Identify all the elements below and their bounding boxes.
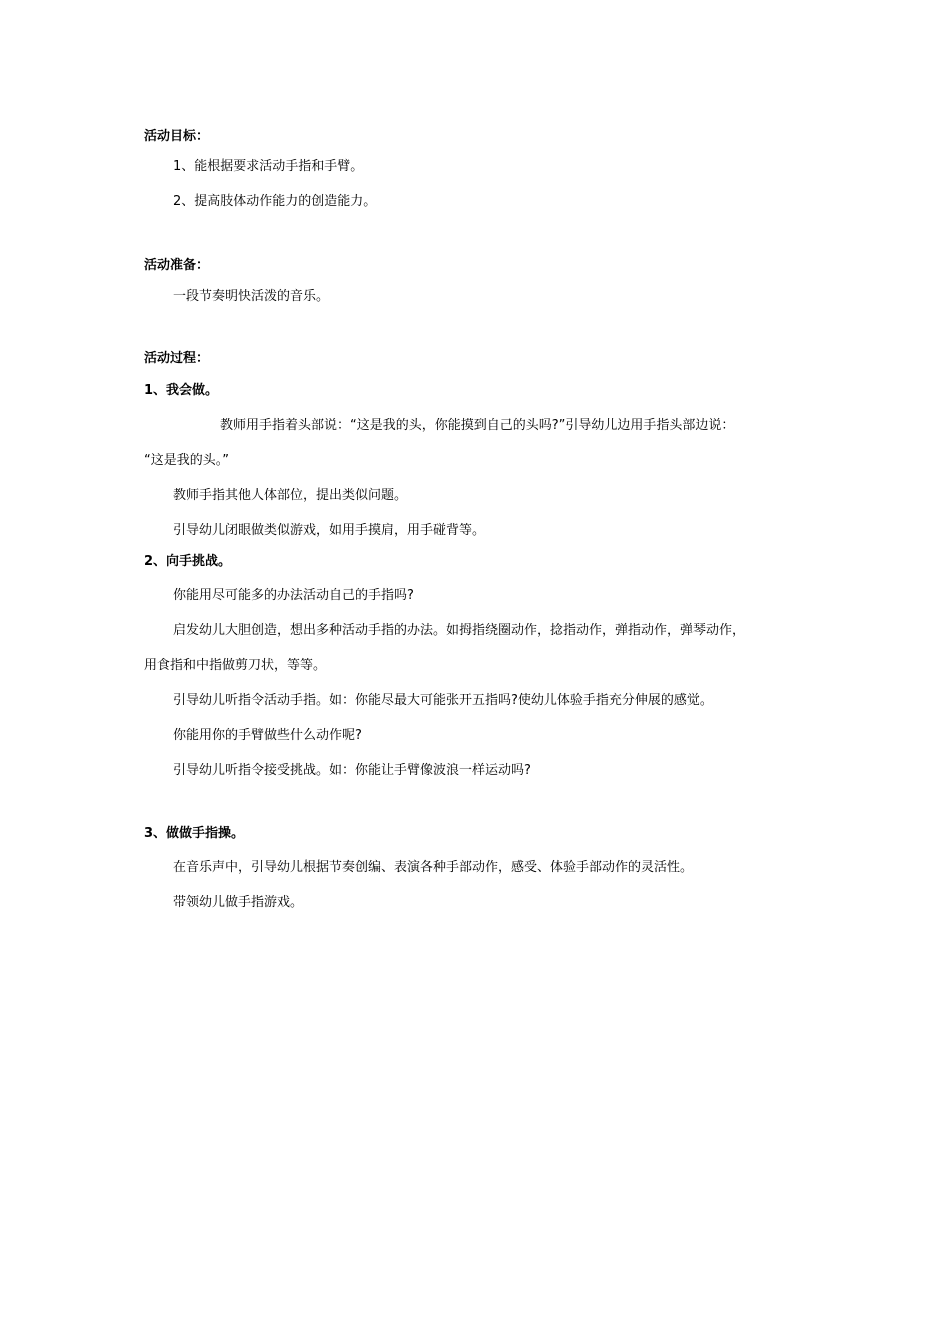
step1-para1-line1: 教师用手指着头部说：“这是我的头，你能摸到自己的头吗?”引导幼儿边用手指头部边说： <box>220 418 735 433</box>
step2-title: 2、向手挑战。 <box>144 554 232 569</box>
step2-para4: 你能用你的手臂做些什么动作呢? <box>173 728 362 743</box>
goals-heading: 活动目标： <box>144 129 210 144</box>
step2-para3: 引导幼儿听指令活动手指。如：你能尽最大可能张开五指吗?使幼儿体验手指充分伸展的感觉。 <box>173 693 713 708</box>
goal-item-1: 1、能根据要求活动手指和手臂。 <box>173 159 364 174</box>
step3-title: 3、做做手指操。 <box>144 826 245 841</box>
step1-para3: 引导幼儿闭眼做类似游戏，如用手摸肩，用手碰背等。 <box>173 523 486 538</box>
step3-para2: 带领幼儿做手指游戏。 <box>173 895 304 910</box>
step2-para2-line1: 启发幼儿大胆创造，想出多种活动手指的办法。如拇指绕圈动作，捻指动作，弹指动作，弹琴动作， <box>173 623 746 638</box>
step1-para1-line2: “这是我的头。” <box>144 453 229 468</box>
step1-para2: 教师手指其他人体部位，提出类似问题。 <box>173 488 408 503</box>
step2-para1: 你能用尽可能多的办法活动自己的手指吗? <box>173 588 414 603</box>
step1-title: 1、我会做。 <box>144 383 219 398</box>
step2-para5: 引导幼儿听指令接受挑战。如：你能让手臂像波浪一样运动吗? <box>173 763 531 778</box>
goal-item-2: 2、提高肢体动作能力的创造能力。 <box>173 194 377 209</box>
preparation-heading: 活动准备： <box>144 258 210 273</box>
step2-para2-line2: 用食指和中指做剪刀状，等等。 <box>144 658 327 673</box>
step3-para1: 在音乐声中，引导幼儿根据节奏创编、表演各种手部动作，感受、体验手部动作的灵活性。 <box>173 860 694 875</box>
process-heading: 活动过程： <box>144 351 210 366</box>
preparation-text: 一段节奏明快活泼的音乐。 <box>173 289 330 304</box>
